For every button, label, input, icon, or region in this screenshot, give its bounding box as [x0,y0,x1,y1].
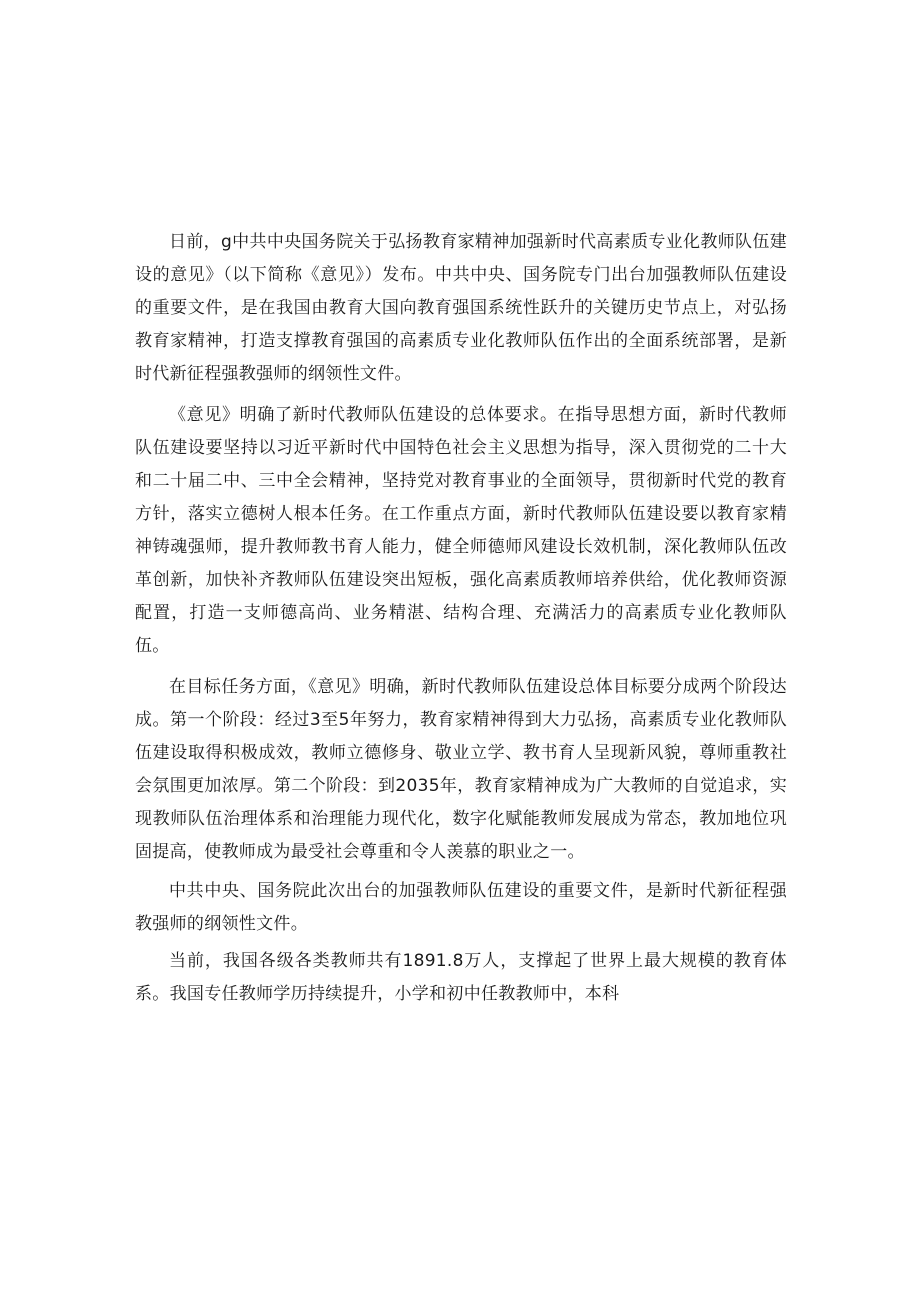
paragraph-2: 《意见》明确了新时代教师队伍建设的总体要求。在指导思想方面，新时代教师队伍建设要坚持以习近平新时代中国特色社会主义思想为指导，深入贯彻党的二十大和二十届二中、三中全会精神，坚持党对教育事业的全面领导，贯彻新时代党的教育方针，落实立德树人根本任务。在工作重点方面，新时代教师队伍建设要以教育家精神铸魂强师，提升教师教书育人能力，健全师德师风建设长效机制，深化教师队伍改革创新，加快补齐教师队伍建设突出短板，强化高素质教师培养供给，优化教师资源配置，打造一支师德高尚、业务精湛、结构合理、充满活力的高素质专业化教师队伍。 [135,405,787,656]
paragraph-3: 在目标任务方面，《意见》明确，新时代教师队伍建设总体目标要分成两个阶段达成。第一个阶段：经过3至5年努力，教育家精神得到大力弘扬，高素质专业化教师队伍建设取得积极成效，教师立德修身、敬业立学、教书育人呈现新风貌，尊师重教社会氛围更加浓厚。第二个阶段：到2035年，教育家精神成为广大教师的自觉追求，实现教师队伍治理体系和治理能力现代化，数字化赋能教师发展成为常态，教加地位巩固提高，使教师成为最受社会尊重和令人羡慕的职业之一。 [135,677,787,862]
document-body [135,226,787,1011]
paragraph-1: 日前，g中共中央国务院关于弘扬教育家精神加强新时代高素质专业化教师队伍建设的意见》（以下简称《意见》）发布。中共中央、国务院专门出台加强教师队伍建设的重要文件，是在我国由教育大国向教育强国系统性跃升的关键历史节点上，对弘扬教育家精神，打造支撑教育强国的高素质专业化教师队伍作出的全面系统部署，是新时代新征程强教强师的纲领性文件。 [135,232,787,384]
paragraph-5: 当前，我国各级各类教师共有1891.8万人，支撑起了世界上最大规模的教育体系。我国专任教师学历持续提升，小学和初中任教教师中，本科 [135,951,787,1004]
paragraph-4: 中共中央、国务院此次出台的加强教师队伍建设的重要文件，是新时代新征程强教强师的纲领性文件。 [135,881,787,934]
